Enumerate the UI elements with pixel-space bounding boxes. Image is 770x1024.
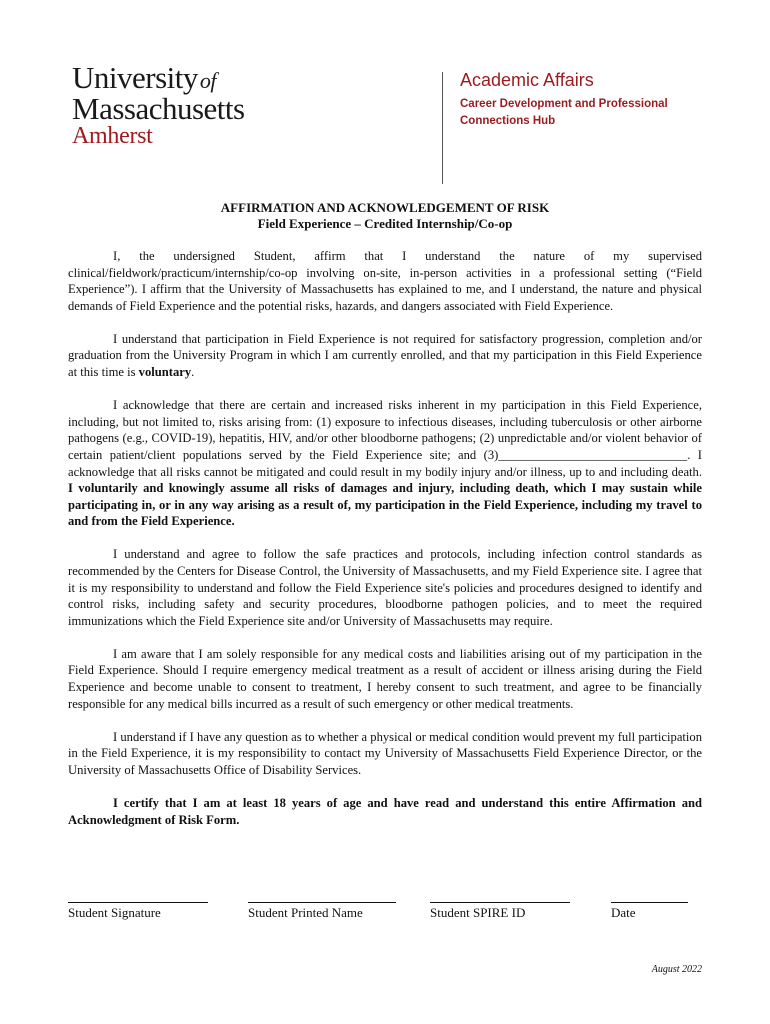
printed-name-field[interactable] (248, 890, 396, 921)
paragraph-voluntary (68, 331, 702, 381)
paragraph-protocols: I understand and agree to follow the safe practices and protocols, including infection control standards as recommended by the Centers for Disease Control, the University of Massachusetts, and my Field Experience site. I agree that it is my responsibility to understand and follow the Field Experience site's policies and procedures designed to identify and control risks, including safety and security procedures, bloodborne pathogen policies, and to meet the required immunizations which the Field Experience site and/or University of Massachusetts may require. (68, 547, 702, 628)
printed-name-line[interactable] (248, 890, 396, 903)
document-title: AFFIRMATION AND ACKNOWLEDGEMENT OF RISK (220, 200, 550, 215)
risks-assumption-emphasis: I voluntarily and knowingly assume all risks of damages and injury, including death, which I may sustain while participating in, or in any way arising as a result of, my participation in the Field Experience, including my travel to and from the Field Experience. (68, 481, 702, 529)
signature-label: Student Signature (68, 905, 161, 920)
date-field[interactable] (611, 890, 688, 921)
signature-field[interactable] (68, 890, 208, 921)
hub-name: Career Development and Professional Connections Hub (460, 98, 668, 127)
spire-id-label: Student SPIRE ID (430, 905, 526, 920)
document-body (68, 248, 702, 845)
certification-statement: I certify that I am at least 18 years of age and have read and understand this entire Affirmation and Acknowledgment of Risk Form. (68, 796, 702, 827)
paragraph-affirmation: I, the undersigned Student, affirm that I understand the nature of my supervised clinical/fieldwork/practicum/internship/co-op involving on-site, in-person activities in a professional setting (“Field Experience”). I affirm that the University of Massachusetts has explained to me, and I understand, the nature and physical demands of Field Experience and the potential risks, hazards, and dangers associated with Field Experience. (68, 249, 702, 313)
paragraph-risks (68, 397, 702, 530)
spire-id-field[interactable] (430, 890, 570, 921)
footer-date: August 2022 (651, 964, 702, 975)
paragraph-medical-costs: I am aware that I am solely responsible for any medical costs and liabilities arising out of my participation in the Field Experience. Should I require emergency medical treatment as a result of accident or illness arising during the Field Experience and become unable to consent to treatment, I hereby consent to such treatment, and agree to be financially responsible for any medical bills incurred as a result of such emergency or other medical treatments. (68, 646, 702, 711)
logo-line-amherst: Amherst (72, 123, 153, 149)
document-subtitle: Field Experience – Credited Internship/Co-op (257, 216, 513, 231)
printed-name-label: Student Printed Name (248, 905, 363, 920)
umass-amherst-logo (72, 60, 312, 149)
logo-university-text: University (72, 60, 198, 95)
spire-id-line[interactable] (430, 890, 570, 903)
paragraph-disability-services: I understand if I have any question as to whether a physical or medical condition would prevent my full participation in the Field Experience, it is my responsibility to contact my University of Massachusetts Field Experience Director, or the University of Massachusetts Office of Disability Services. (68, 729, 702, 777)
signature-line[interactable] (68, 890, 208, 903)
date-line[interactable] (611, 890, 688, 903)
voluntary-emphasis: voluntary (138, 365, 192, 380)
logo-line-massachusetts: Massachusetts (72, 91, 245, 126)
paragraph-voluntary-text: I understand that participation in Field Experience is not required for satisfactory progression, completion and/or graduation from the University Program in which I am currently enrolled, and that my participation in this Field Experience at this time is (68, 331, 702, 380)
department-name: Academic Affairs (460, 70, 594, 90)
paragraph-risks-text: I acknowledge that there are certain and increased risks inherent in my participation in this Field Experience, including, but not limited to, risks arising from: (1) exposure to infectious diseases, including tuberculosis or other airborne pathogens (e.g., COVID-19), hepatitis, HIV, and/or other bloodborne pathogens; (2) unpredictable and/or violent behavior of certain patient/client populations served by the Field Experience site; and (3)______________________________. I acknowledge that all risks cannot be mitigated and could result in my bodily injury and/or illness, up to and including death. (68, 398, 702, 479)
date-label: Date (611, 905, 636, 920)
header-divider (442, 72, 443, 184)
paragraph-voluntary-end: . (191, 365, 195, 380)
logo-of-text: of (199, 68, 216, 93)
